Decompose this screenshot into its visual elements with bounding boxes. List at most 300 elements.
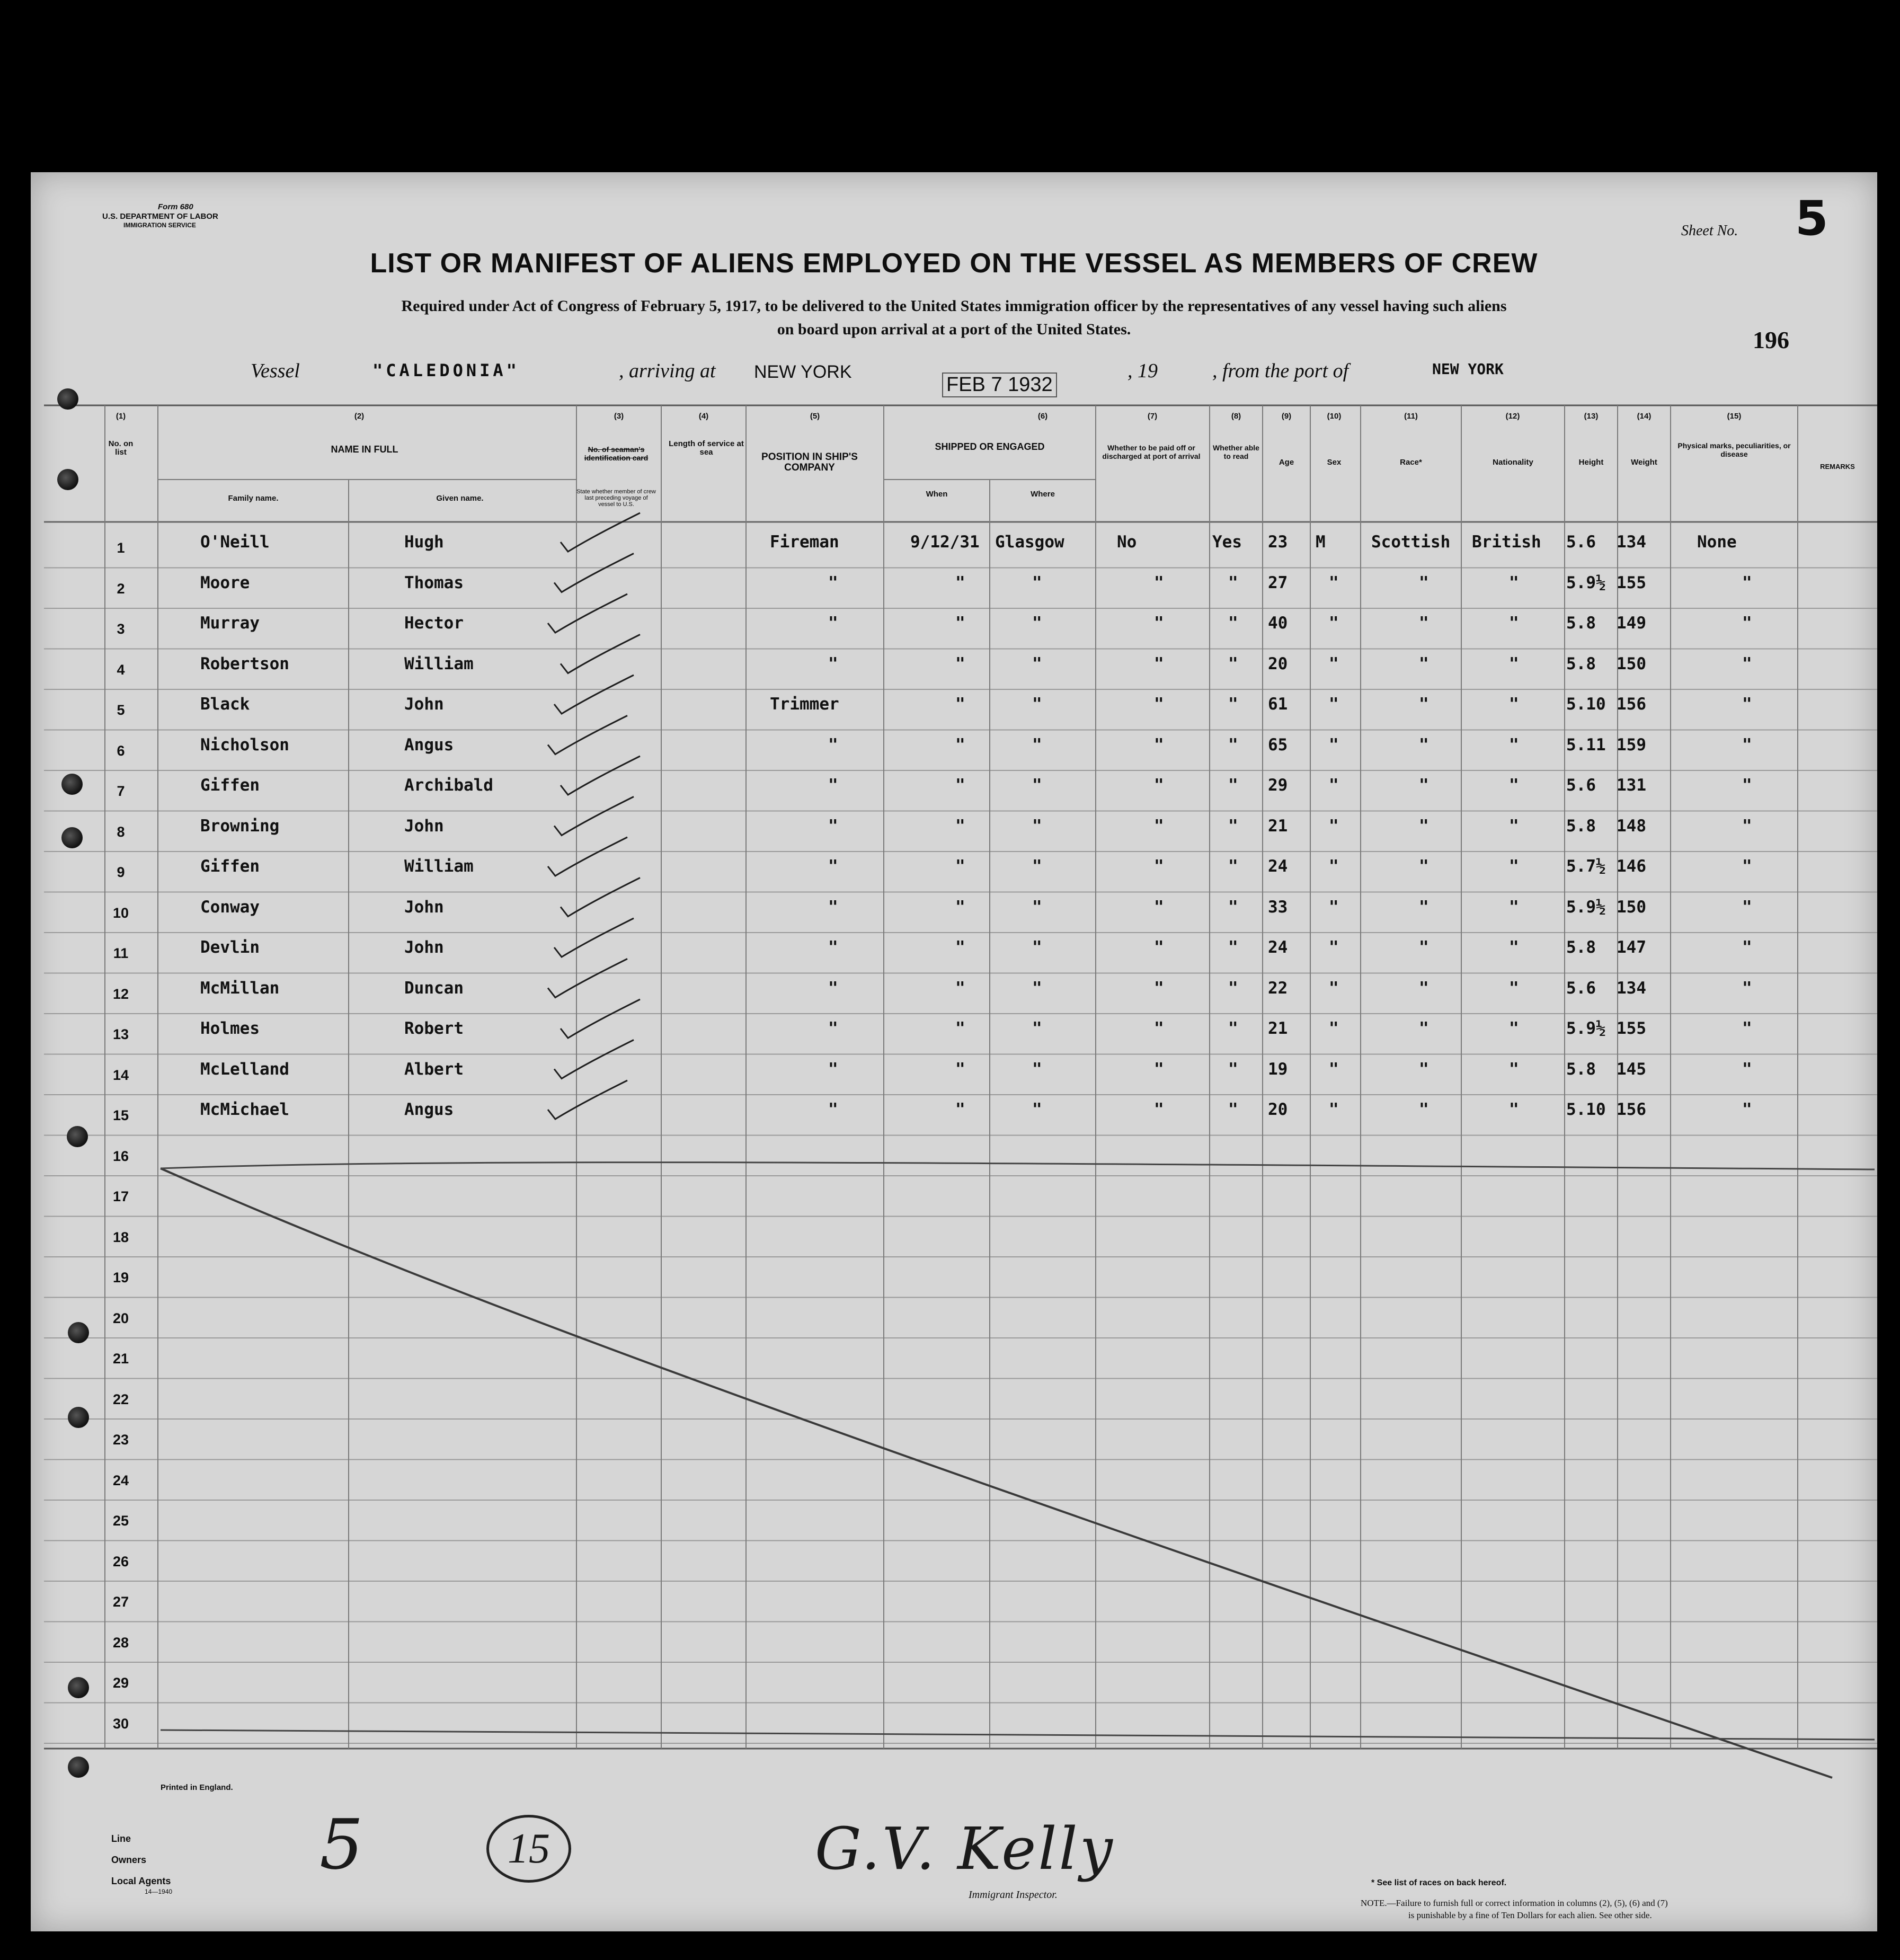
- sex: ": [1329, 776, 1339, 795]
- from-label: , from the port of: [1212, 360, 1349, 382]
- height: 5.9½: [1566, 1019, 1606, 1038]
- family-name: Conway: [200, 897, 260, 917]
- position: ": [828, 1019, 838, 1038]
- able-to-read: ": [1228, 776, 1238, 795]
- stamp-number: 196: [1753, 326, 1789, 353]
- weight: 145: [1617, 1059, 1646, 1079]
- sex: ": [1329, 735, 1339, 755]
- race: ": [1419, 816, 1429, 836]
- header-seaman-card: No. of seaman's identification card: [584, 445, 649, 462]
- paid-off: ": [1154, 776, 1164, 795]
- shipped-where: ": [1032, 938, 1042, 957]
- sex: ": [1329, 1019, 1339, 1038]
- nationality: ": [1509, 978, 1519, 998]
- header-paid-off: Whether to be paid off or discharged at port of arrival: [1102, 444, 1201, 460]
- age: 33: [1268, 897, 1288, 917]
- able-to-read: ": [1228, 857, 1238, 876]
- age: 27: [1268, 573, 1288, 592]
- shipped-when: ": [955, 776, 965, 795]
- header-name-in-full: NAME IN FULL: [331, 444, 398, 455]
- physical-marks: ": [1742, 573, 1752, 592]
- position: ": [828, 573, 838, 592]
- shipped-when: ": [955, 938, 965, 957]
- position: ": [828, 978, 838, 998]
- column-number: (12): [1505, 412, 1520, 421]
- row-number: 8: [117, 823, 125, 840]
- column-number: (9): [1281, 412, 1292, 421]
- age: 20: [1268, 654, 1288, 673]
- position: ": [828, 857, 838, 876]
- shipped-where: ": [1032, 735, 1042, 755]
- family-name: Giffen: [200, 776, 260, 795]
- header-shipped-engaged: SHIPPED OR ENGAGED: [935, 441, 1045, 452]
- paid-off: ": [1154, 1100, 1164, 1119]
- nationality: ": [1509, 897, 1519, 917]
- age: 40: [1268, 614, 1288, 633]
- age: 19: [1268, 1059, 1288, 1079]
- position: ": [828, 654, 838, 673]
- able-to-read: Yes: [1212, 533, 1242, 552]
- physical-marks: ": [1742, 614, 1752, 633]
- footer-print-code: 14—1940: [145, 1888, 173, 1895]
- given-name: Angus: [404, 1100, 454, 1119]
- physical-marks: ": [1742, 857, 1752, 876]
- position: ": [828, 776, 838, 795]
- weight: 150: [1617, 897, 1646, 917]
- header-weight: Weight: [1631, 458, 1657, 467]
- weight: 156: [1617, 1100, 1646, 1119]
- shipped-where: ": [1032, 1100, 1042, 1119]
- given-name: Robert: [404, 1019, 464, 1038]
- column-number: (15): [1727, 412, 1742, 421]
- family-name: O'Neill: [200, 533, 270, 552]
- form-number: Form 680: [158, 202, 193, 211]
- physical-marks: ": [1742, 654, 1752, 673]
- height: 5.6: [1566, 978, 1596, 998]
- department-label: U.S. DEPARTMENT OF LABOR: [102, 212, 218, 221]
- punch-hole: [57, 469, 78, 490]
- able-to-read: ": [1228, 1059, 1238, 1079]
- nationality: ": [1509, 654, 1519, 673]
- position: ": [828, 1100, 838, 1119]
- vessel-label: Vessel: [251, 360, 300, 382]
- shipped-when: ": [955, 1059, 965, 1079]
- header-family-name: Family name.: [228, 494, 279, 503]
- column-number: (5): [810, 412, 820, 421]
- sheet-label: Sheet No.: [1681, 223, 1738, 239]
- sex: ": [1329, 1100, 1339, 1119]
- punch-hole: [57, 388, 78, 410]
- nationality: ": [1509, 816, 1519, 836]
- weight: 155: [1617, 1019, 1646, 1038]
- row-number: 16: [112, 1148, 129, 1164]
- weight: 150: [1617, 654, 1646, 673]
- family-name: Holmes: [200, 1019, 260, 1038]
- race: ": [1419, 1100, 1429, 1119]
- handwritten-5: 5: [319, 1804, 363, 1885]
- row-number: 23: [112, 1432, 129, 1448]
- shipped-where: ": [1032, 1059, 1042, 1079]
- family-name: McMillan: [200, 978, 280, 998]
- position: ": [828, 735, 838, 755]
- height: 5.10: [1566, 1100, 1606, 1119]
- sex: ": [1329, 573, 1339, 592]
- row-number: 18: [112, 1229, 129, 1245]
- row-number: 2: [117, 580, 125, 597]
- column-number: (1): [116, 412, 126, 421]
- nationality: ": [1509, 614, 1519, 633]
- position: Trimmer: [770, 695, 839, 714]
- race: ": [1419, 857, 1429, 876]
- able-to-read: ": [1228, 695, 1238, 714]
- position: Fireman: [770, 533, 839, 552]
- family-name: Nicholson: [200, 735, 289, 755]
- height: 5.8: [1566, 654, 1596, 673]
- height: 5.6: [1566, 776, 1596, 795]
- column-number: (14): [1637, 412, 1652, 421]
- row-number: 5: [117, 702, 125, 718]
- manifest-grid: [31, 172, 1877, 1931]
- row-number: 26: [112, 1553, 129, 1569]
- header-position: POSITION IN SHIP'S COMPANY: [761, 451, 858, 473]
- race: ": [1419, 938, 1429, 957]
- row-number: 9: [117, 864, 125, 880]
- shipped-where: ": [1032, 776, 1042, 795]
- height: 5.8: [1566, 816, 1596, 836]
- fine-note-2: is punishable by a fine of Ten Dollars for each alien. See other side.: [1408, 1910, 1652, 1920]
- race: ": [1419, 735, 1429, 755]
- header-height: Height: [1578, 458, 1604, 467]
- able-to-read: ": [1228, 816, 1238, 836]
- nationality: ": [1509, 1100, 1519, 1119]
- row-number: 29: [112, 1675, 129, 1691]
- punch-hole: [68, 1757, 89, 1778]
- header-no-on-list: No. on list: [108, 439, 134, 457]
- row-number: 19: [112, 1270, 129, 1285]
- punch-hole: [68, 1322, 89, 1343]
- height: 5.6: [1566, 533, 1596, 552]
- row-number: 3: [117, 621, 125, 637]
- column-number: (13): [1584, 412, 1599, 421]
- nationality: ": [1509, 776, 1519, 795]
- nationality: ": [1509, 857, 1519, 876]
- column-number: (3): [614, 412, 624, 421]
- footer-line-label: Line: [111, 1833, 131, 1844]
- row-number: 14: [112, 1067, 129, 1083]
- sex: ": [1329, 695, 1339, 714]
- row-number: 1: [117, 540, 125, 556]
- race: ": [1419, 978, 1429, 998]
- shipped-where: ": [1032, 857, 1042, 876]
- printed-in-england: Printed in England.: [161, 1783, 233, 1792]
- row-number: 24: [112, 1472, 129, 1488]
- punch-hole: [67, 1126, 88, 1147]
- paid-off: ": [1154, 614, 1164, 633]
- given-name: Duncan: [404, 978, 464, 998]
- given-name: William: [404, 857, 474, 876]
- paid-off: ": [1154, 897, 1164, 917]
- shipped-where: ": [1032, 695, 1042, 714]
- age: 24: [1268, 857, 1288, 876]
- height: 5.9½: [1566, 573, 1606, 592]
- column-number: (6): [1037, 412, 1048, 421]
- given-name: John: [404, 695, 444, 714]
- race: ": [1419, 614, 1429, 633]
- position: ": [828, 816, 838, 836]
- row-number: 22: [112, 1391, 129, 1407]
- family-name: Robertson: [200, 654, 289, 673]
- row-number: 27: [112, 1594, 129, 1610]
- inspector-signature: G.V. Kelly: [815, 1815, 1115, 1883]
- weight: 147: [1617, 938, 1646, 957]
- row-number: 28: [112, 1634, 129, 1651]
- row-number: 20: [112, 1310, 129, 1326]
- family-name: Moore: [200, 573, 250, 592]
- paid-off: ": [1154, 978, 1164, 998]
- age: 65: [1268, 735, 1288, 755]
- able-to-read: ": [1228, 897, 1238, 917]
- physical-marks: ": [1742, 1059, 1752, 1079]
- family-name: Murray: [200, 614, 260, 633]
- column-number: (10): [1327, 412, 1342, 421]
- weight: 134: [1617, 533, 1646, 552]
- row-number: 7: [117, 783, 125, 799]
- row-number: 30: [112, 1715, 129, 1732]
- subtitle-line-1: Required under Act of Congress of February 5, 1917, to be delivered to the United States immigration officer by the representatives of any vessel having such aliens: [401, 297, 1507, 315]
- paid-off: ": [1154, 1019, 1164, 1038]
- nationality: ": [1509, 735, 1519, 755]
- able-to-read: ": [1228, 978, 1238, 998]
- given-name: Archibald: [404, 776, 493, 795]
- given-name: Hugh: [404, 533, 444, 552]
- shipped-where: ": [1032, 1019, 1042, 1038]
- race: ": [1419, 573, 1429, 592]
- row-number: 15: [112, 1107, 129, 1123]
- weight: 156: [1617, 695, 1646, 714]
- row-number: 11: [113, 945, 129, 961]
- paid-off: No: [1117, 533, 1137, 552]
- position: ": [828, 1059, 838, 1079]
- sex: ": [1329, 816, 1339, 836]
- physical-marks: None: [1697, 533, 1737, 552]
- able-to-read: ": [1228, 1100, 1238, 1119]
- weight: 155: [1617, 573, 1646, 592]
- shipped-when: ": [955, 654, 965, 673]
- family-name: McLelland: [200, 1059, 289, 1079]
- race: ": [1419, 654, 1429, 673]
- race: ": [1419, 1059, 1429, 1079]
- sex: ": [1329, 654, 1339, 673]
- row-number: 25: [112, 1513, 129, 1529]
- punch-hole: [61, 827, 83, 848]
- column-number: (4): [698, 412, 709, 421]
- shipped-when: ": [955, 1100, 965, 1119]
- date-stamp: FEB 7 1932: [942, 373, 1057, 397]
- nationality: British: [1472, 533, 1541, 552]
- footer-local-agents-label: Local Agents: [111, 1876, 171, 1886]
- age: 61: [1268, 695, 1288, 714]
- physical-marks: ": [1742, 695, 1752, 714]
- row-number: 17: [112, 1189, 129, 1204]
- weight: 146: [1617, 857, 1646, 876]
- shipped-when: ": [955, 735, 965, 755]
- shipped-when: ": [955, 614, 965, 633]
- sex: ": [1329, 614, 1339, 633]
- height: 5.7½: [1566, 857, 1606, 876]
- family-name: Giffen: [200, 857, 260, 876]
- shipped-where: Glasgow: [995, 533, 1064, 552]
- row-number: 6: [117, 742, 125, 759]
- height: 5.8: [1566, 938, 1596, 957]
- age: 21: [1268, 1019, 1288, 1038]
- height: 5.11: [1566, 735, 1606, 755]
- header-remarks: REMARKS: [1820, 463, 1855, 471]
- given-name: John: [404, 816, 444, 836]
- given-name: Hector: [404, 614, 464, 633]
- age: 21: [1268, 816, 1288, 836]
- header-able-to-read: Whether able to read: [1213, 444, 1259, 460]
- nationality: ": [1509, 1019, 1519, 1038]
- sex: M: [1316, 533, 1326, 552]
- given-name: John: [404, 938, 444, 957]
- year-label: , 19: [1127, 360, 1158, 382]
- position: ": [828, 614, 838, 633]
- arriving-label: , arriving at: [619, 360, 716, 382]
- footer-owners-label: Owners: [111, 1855, 147, 1865]
- subtitle-line-2: on board upon arrival at a port of the United States.: [777, 321, 1131, 338]
- shipped-when: 9/12/31: [910, 533, 980, 552]
- height: 5.8: [1566, 1059, 1596, 1079]
- header-given-name: Given name.: [436, 494, 484, 503]
- race: ": [1419, 1019, 1429, 1038]
- header-physical-marks: Physical marks, peculiarities, or disease: [1677, 441, 1791, 458]
- row-number: 10: [112, 904, 129, 921]
- shipped-when: ": [955, 1019, 965, 1038]
- able-to-read: ": [1228, 654, 1238, 673]
- height: 5.8: [1566, 614, 1596, 633]
- header-race: Race*: [1400, 458, 1422, 467]
- shipped-where: ": [1032, 654, 1042, 673]
- age: 20: [1268, 1100, 1288, 1119]
- given-name: Angus: [404, 735, 454, 755]
- position: ": [828, 938, 838, 957]
- paid-off: ": [1154, 938, 1164, 957]
- family-name: Devlin: [200, 938, 260, 957]
- shipped-when: ": [955, 897, 965, 917]
- row-number: 13: [112, 1026, 129, 1042]
- service-label: IMMIGRATION SERVICE: [123, 221, 196, 229]
- physical-marks: ": [1742, 776, 1752, 795]
- immigrant-inspector-label: Immigrant Inspector.: [969, 1889, 1058, 1901]
- sex: ": [1329, 1059, 1339, 1079]
- physical-marks: ": [1742, 978, 1752, 998]
- able-to-read: ": [1228, 1019, 1238, 1038]
- punch-hole: [61, 774, 83, 795]
- column-number: (7): [1147, 412, 1158, 421]
- shipped-where: ": [1032, 573, 1042, 592]
- column-number: (11): [1404, 412, 1418, 421]
- paid-off: ": [1154, 816, 1164, 836]
- race: ": [1419, 897, 1429, 917]
- age: 24: [1268, 938, 1288, 957]
- header-when: When: [926, 490, 948, 499]
- sex: ": [1329, 938, 1339, 957]
- punch-hole: [68, 1677, 89, 1698]
- column-number: (2): [354, 412, 365, 421]
- given-name: John: [404, 897, 444, 917]
- nationality: ": [1509, 695, 1519, 714]
- given-name: Thomas: [404, 573, 464, 592]
- height: 5.9½: [1566, 897, 1606, 917]
- weight: 148: [1617, 816, 1646, 836]
- weight: 134: [1617, 978, 1646, 998]
- nationality: ": [1509, 938, 1519, 957]
- shipped-when: ": [955, 695, 965, 714]
- manifest-sheet: [31, 172, 1877, 1931]
- shipped-when: ": [955, 816, 965, 836]
- physical-marks: ": [1742, 735, 1752, 755]
- race: Scottish: [1371, 533, 1451, 552]
- able-to-read: ": [1228, 938, 1238, 957]
- from-port: NEW YORK: [1432, 360, 1504, 378]
- weight: 149: [1617, 614, 1646, 633]
- shipped-where: ": [1032, 897, 1042, 917]
- weight: 131: [1617, 776, 1646, 795]
- family-name: Black: [200, 695, 250, 714]
- race: ": [1419, 776, 1429, 795]
- races-note: * See list of races on back hereof.: [1371, 1878, 1507, 1887]
- sex: ": [1329, 857, 1339, 876]
- page-title: LIST OR MANIFEST OF ALIENS EMPLOYED ON THE VESSEL AS MEMBERS OF CREW: [370, 248, 1538, 279]
- header-nationality: Nationality: [1493, 458, 1533, 467]
- row-number: 12: [112, 986, 129, 1002]
- age: 29: [1268, 776, 1288, 795]
- family-name: Browning: [200, 816, 280, 836]
- column-number: (8): [1231, 412, 1241, 421]
- able-to-read: ": [1228, 614, 1238, 633]
- paid-off: ": [1154, 1059, 1164, 1079]
- given-name: Albert: [404, 1059, 464, 1079]
- sex: ": [1329, 897, 1339, 917]
- height: 5.10: [1566, 695, 1606, 714]
- handwritten-15-circled: 15: [486, 1815, 571, 1883]
- punch-hole: [68, 1407, 89, 1428]
- header-age: Age: [1278, 458, 1294, 467]
- physical-marks: ": [1742, 1100, 1752, 1119]
- physical-marks: ": [1742, 897, 1752, 917]
- sheet-number: 5: [1795, 191, 1828, 246]
- shipped-where: ": [1032, 816, 1042, 836]
- shipped-where: ": [1032, 978, 1042, 998]
- given-name: William: [404, 654, 474, 673]
- header-length-of-service: Length of service at sea: [669, 439, 744, 457]
- shipped-when: ": [955, 857, 965, 876]
- shipped-where: ": [1032, 614, 1042, 633]
- physical-marks: ": [1742, 1019, 1752, 1038]
- able-to-read: ": [1228, 735, 1238, 755]
- nationality: ": [1509, 1059, 1519, 1079]
- paid-off: ": [1154, 573, 1164, 592]
- able-to-read: ": [1228, 573, 1238, 592]
- physical-marks: ": [1742, 938, 1752, 957]
- row-number: 21: [112, 1351, 129, 1367]
- sex: ": [1329, 978, 1339, 998]
- paid-off: ": [1154, 735, 1164, 755]
- header-previous-voyage: State whether member of crew last preceding voyage of vessel to U.S.: [576, 489, 656, 508]
- vessel-name: "CALEDONIA": [372, 360, 520, 380]
- header-sex: Sex: [1327, 458, 1342, 467]
- paid-off: ": [1154, 654, 1164, 673]
